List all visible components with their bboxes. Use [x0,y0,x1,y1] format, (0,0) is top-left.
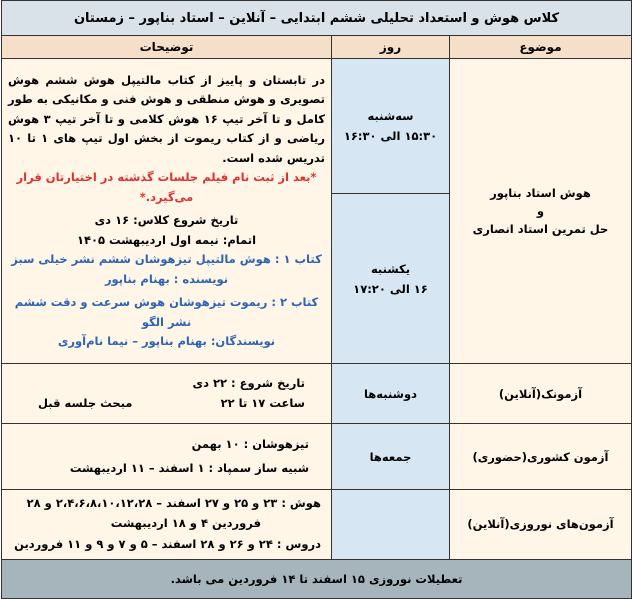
nowruz-line-2: فروردین ۴ و ۱۸ اردیبهشت [110,515,261,530]
topic-line-2: و [536,204,545,218]
footer-note: تعطیلات نوروزی ۱۵ اسفند تا ۱۴ فروردین می باشد. [2,559,632,598]
day-sunday [332,194,450,364]
desc-main: در تابستان و پاییز از کتاب مالتیپل هوش ششم هوش تصویری و هوش منطقی و هوش فنی و مکانیکی به طور کامل و تا آخر تیپ ۱۶ هوش کلامی و تا آخر تیپ ۳ هوش ریاضی و از کتاب ریموت از بخش اول تیپ های ۱ تا ۱۰ تدریس شده است. [8,72,326,165]
desc-quiz [2,364,332,424]
topic-quiz: آزمونک(آنلاین) [450,364,632,424]
desc-start: تاریخ شروع کلاس: ۱۶ دی [94,213,239,227]
topic-national-exam: آزمون کشوری(حضوری) [450,424,632,490]
header-desc: توضیحات [2,36,332,59]
desc-nowruz-exam [2,490,332,560]
topic-line-1: هوش استاد بناپور [490,186,591,200]
book1-author: نویسنده : بهنام بناپور [104,271,229,286]
desc-end: اتمام: نیمه اول اردیبهشت ۱۴۰۵ [76,232,257,247]
day-tuesday-name: سه‌شنبه [367,109,414,123]
day-monday: دوشنبه‌ها [332,364,450,424]
topic-line-3: حل تمرین استاد انصاری [472,222,609,236]
day-friday: جمعه‌ها [332,424,450,490]
quiz-time: ساعت ۱۷ تا ۲۲ [220,395,305,410]
national-exam-line-1: تیزهوشان : ۱۰ بهمن [191,437,309,451]
quiz-start: تاریخ شروع : ۲۲ دی [192,376,305,390]
nowruz-line-1: هوش : ۲۳ و ۲۵ و ۲۷ اسفند – ۲،۴،۶،۸،۱۰،۱۲،۲۸ و ۲۸ [26,496,321,510]
header-topic: موضوع [450,36,632,59]
topic-nowruz-exam: آزمون‌های نوروزی(آنلاین) [450,490,632,560]
day-sunday-time: ۱۶ الی ۱۷:۲۰ [353,281,428,296]
book2: کتاب ۲ : ریموت تیزهوشان هوش سرعت و دقت ششم نشر الگو [14,295,319,329]
nowruz-line-3: دروس : ۲۴ و ۲۶ و ۲۸ اسفند – ۵ و ۷ و ۹ و ۱۱ فروردین [14,537,321,551]
day-nowruz-empty [332,490,450,560]
book2-authors: نویسندگان: بهنام بناپور – نیما نام‌آوری [57,334,276,348]
schedule-table [1,0,632,599]
national-exam-line-2: شبیه ساز سمپاد : ۱ اسفند – ۱۱ اردیبهشت [69,460,309,475]
desc-note: *بعد از ثبت نام فیلم جلسات گذشته در اختیارتان قرار می‌گیرد.* [16,170,317,204]
desc-national-exam [2,424,332,490]
quiz-note: مبحث جلسه قبل [38,395,133,410]
day-tuesday-time: ۱۵:۳۰ الی ۱۶:۳۰ [343,129,438,143]
header-day: روز [332,36,450,59]
day-tuesday [332,59,450,194]
desc-class [2,59,332,364]
table-title: کلاس هوش و استعداد تحلیلی ششم ابتدایی – آنلاین – استاد بناپور – زمستان [2,1,632,36]
day-sunday-name: یکشنبه [370,261,411,276]
book1: کتاب ۱ : هوش مالتیپل تیزهوشان ششم نشر خیلی سبز [11,252,322,266]
topic-class [450,59,632,364]
